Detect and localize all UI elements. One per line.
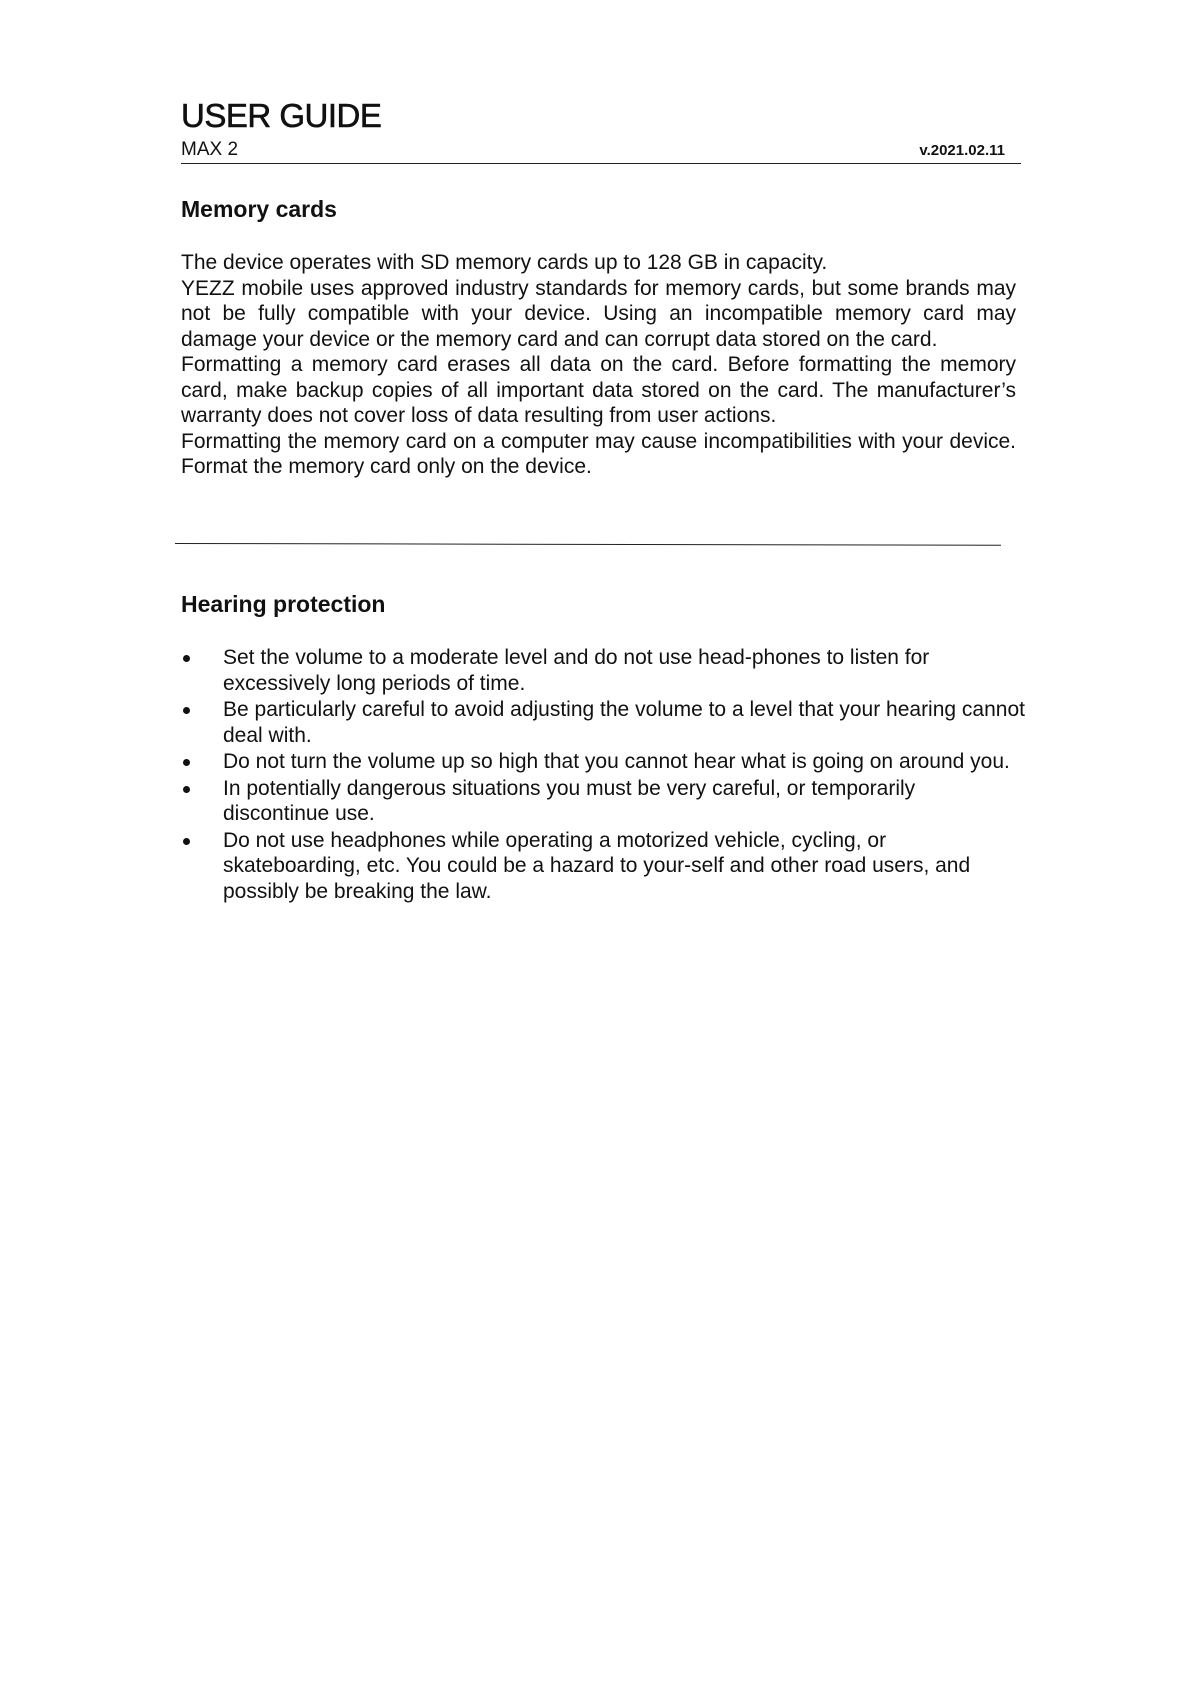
list-item-text: In potentially dangerous situations you must be very careful, or temporarily discontinue use.: [223, 776, 916, 825]
list-item: [181, 645, 1026, 696]
memory-paragraph: Formatting a memory card erases all data on the card. Before formatting the memory card, make backup copies of all important data stored on the card. The manufacturer’s warranty does not cover loss of data resulting from user actions.: [181, 353, 1016, 427]
model-name: MAX 2: [181, 139, 239, 160]
memory-paragraph: YEZZ mobile uses approved industry standards for memory cards, but some brands may not be fully compatible with your device. Using an incompatible memory card may damage your device or the memory card and can corrupt data stored on the card.: [181, 276, 1016, 351]
memory-paragraph: Formatting the memory card on a computer may cause incompatibilities with your device. Format the memory card only on the device.: [181, 429, 1016, 478]
version-label: v.2021.02.11: [919, 142, 1005, 159]
document-title: USER GUIDE: [181, 97, 382, 134]
hearing-protection-heading: Hearing protection: [181, 591, 386, 617]
bullet-icon: [183, 838, 190, 845]
memory-cards-body: [181, 250, 1016, 480]
list-item: [181, 749, 1026, 775]
list-item: [181, 776, 1026, 827]
list-item-text: Do not use headphones while operating a motorized vehicle, cycling, or skateboarding, etc. You could be a hazard to your-self and other road users, and possibly be breaking the law.: [223, 828, 971, 903]
bullet-icon: [183, 759, 190, 766]
list-item-text: Be particularly careful to avoid adjusting the volume to a level that your hearing cannot deal with.: [223, 698, 1025, 747]
list-item: [181, 828, 1026, 905]
list-item-text: Set the volume to a moderate level and do not use head-phones to listen for excessively long periods of time.: [223, 646, 930, 695]
list-item-text: Do not turn the volume up so high that you cannot hear what is going on around you.: [223, 750, 1010, 773]
bullet-icon: [183, 707, 190, 714]
header-rule-row: [181, 139, 1021, 164]
section-divider: [175, 543, 1001, 546]
memory-cards-heading: Memory cards: [181, 196, 337, 222]
list-item: [181, 697, 1026, 748]
bullet-icon: [183, 786, 190, 793]
memory-paragraph: The device operates with SD memory cards up to 128 GB in capacity.: [181, 251, 828, 274]
bullet-icon: [183, 655, 190, 662]
hearing-protection-list: [181, 645, 1026, 905]
